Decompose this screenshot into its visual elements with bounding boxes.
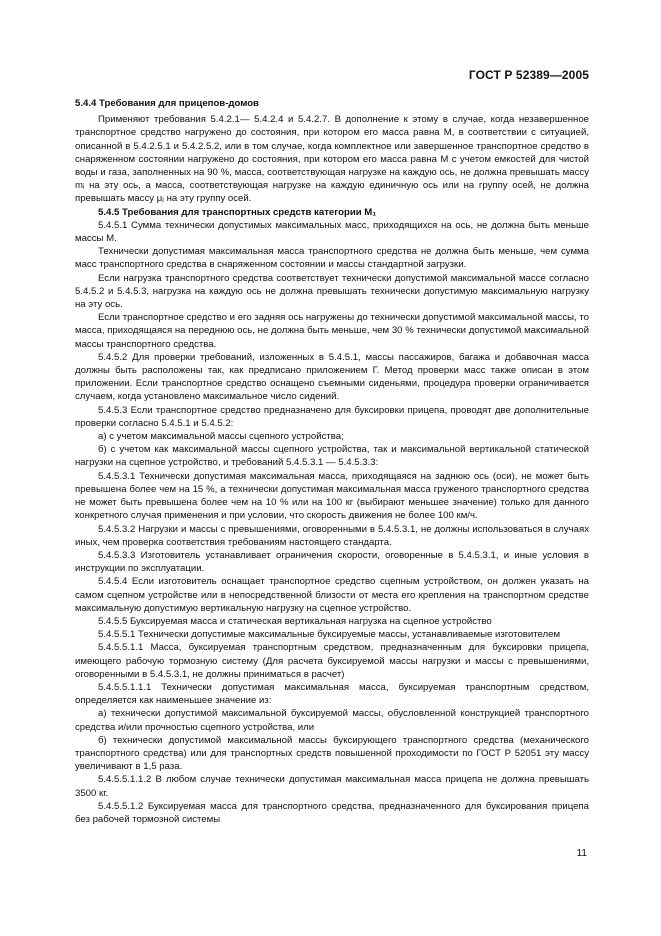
paragraph: 5.4.5.5 Буксируемая масса и статическая вертикальная нагрузка на сцепное устройство (98, 615, 492, 627)
page-number: 11 (576, 848, 587, 859)
section-heading-5-4-5: 5.4.5 Требования для транспортных средств категории M₁ (98, 206, 377, 218)
paragraph: 5.4.5.5.1.1.1 Технически допустимая максимальная масса, буксируемая транспортным средством, определяется как наименьшее значение из: (75, 681, 589, 707)
paragraph: 5.4.5.5.1.1 Масса, буксируемая транспортным средством, предназначенным для буксировки прицепа, имеющего рабочую тормозную систему (Для расчета буксируемой массы нагрузки и массы с превышениями, оговоренными в 5.4.5.3.1, не должны приниматься в расчет) (75, 642, 589, 680)
paragraph: 5.4.5.3 Если транспортное средство предназначено для буксировки прицепа, проводят две дополнительные проверки согласно 5.4.5.1 и 5.4.5.2: (75, 404, 589, 429)
paragraph: 5.4.5.5.1.2 Буксируемая масса для транспортного средства, предназначенного для буксирования прицепа без рабочей тормозной системы (75, 800, 589, 825)
list-item: б) с учетом как максимальной массы сцепного устройства, так и максимальной вертикальной статической нагрузки на сцепное устройство, и требований 5.4.5.3.1 — 5.4.5.3.3: (75, 444, 589, 469)
paragraph: 5.4.5.3.2 Нагрузки и массы с превышениями, оговоренными в 5.4.5.3.1, не должны использоваться в случаях иных, чем проверка соответствия требованиям настоящего стандарта. (75, 523, 589, 548)
paragraph: 5.4.5.5.1.1.2 В любом случае технически допустимая максимальная масса прицепа не должна превышать 3500 кг. (75, 774, 589, 799)
paragraph: 5.4.5.3.1 Технически допустимая максимальная масса, приходящаяся на заднюю ось (оси), не может быть превышена более чем на 15 %, а технически допустимая максимальная масса груженого транспортного средства не может быть превышена более чем на 10 % или на 100 кг (выбирают меньшее значение) только для данного конкретного случая применения и при условии, что скорость движения не более 100 км/ч. (75, 470, 589, 522)
document-body (75, 97, 589, 826)
list-item: а) технически допустимой максимальной буксируемой массы, обусловленной конструкцией транспортного средства и/или прочностью сцепного устройства, или (75, 708, 589, 733)
paragraph: Если нагрузка транспортного средства соответствует технически допустимой максимальной массе согласно 5.4.5.2 и 5.4.5.3, нагрузка на каждую ось не должна превышать технически допустимую максимальную нагрузку на эту ось. (75, 272, 589, 311)
paragraph: 5.4.5.5.1 Технически допустимые максимальные буксируемые массы, устанавливаемые изготовителем (98, 629, 561, 641)
list-item: б) технически допустимой максимальной массы буксирующего транспортного средства (механического транспортного средства) или для транспортных средств повышенной проходимости по ГОСТ Р 52051 эту массу увеличивают в 1,5 раза. (75, 734, 589, 773)
paragraph: 5.4.5.2 Для проверки требований, изложенных в 5.4.5.1, массы пассажиров, багажа и добавочная масса должны быть расположены так, как предписано приложением Г. Метод проверки масс также описан в этом приложении. Если транспортное средство оснащено съемными сиденьями, процедура проверки ограничивается случаем, когда установлено максимальное число сидений. (75, 351, 589, 403)
paragraph: Технически допустимая максимальная масса транспортного средства не должна быть меньше, чем сумма масс транспортного средства в снаряженном состоянии и массы стандартной загрузки. (75, 246, 589, 271)
list-item: а) с учетом максимальной массы сцепного устройства; (98, 431, 344, 443)
paragraph: Если транспортное средство и его задняя ось нагружены до технически допустимой максимальной массы, то масса, приходящаяся на переднюю ось, не должна быть меньше, чем 30 % технически допустимой максимальной массы транспортного средства. (75, 312, 589, 350)
paragraph: 5.4.5.3.3 Изготовитель устанавливает ограничения скорости, оговоренные в 5.4.5.3.1, и иные условия в инструкции по эксплуатации. (75, 549, 589, 575)
paragraph: Применяют требования 5.4.2.1— 5.4.2.4 и 5.4.2.7. В дополнение к этому в случае, когда незавершенное транспортное средство нагружено до состояния, при котором его масса равна M, в соответствии с ситуацией, описанной в 5.4.2.5.1 и 5.4.2.5.2, или в том случае, когда комплектное или завершенное транспортное средство в снаряженном состоянии нагружено до состояния, при котором его масса равна M с учетом емкостей для чистой воды и газа, заполненных на 90 %, масса, соответствующая нагрузке на каждую ось, не должна превышать массу mᵢ на эту ось, а масса, соответствующая нагрузке на каждую единичную ось или на группу осей, не должна превышать массу μⱼ на эту группу осей. (75, 114, 589, 205)
paragraph: 5.4.5.1 Сумма технически допустимых максимальных масс, приходящихся на ось, не должна быть меньше массы M. (75, 219, 589, 245)
standard-designation: ГОСТ Р 52389—2005 (468, 68, 589, 82)
section-heading-5-4-4: 5.4.4 Требования для прицепов-домов (75, 98, 259, 109)
paragraph: 5.4.5.4 Если изготовитель оснащает транспортное средство сцепным устройством, он должен указать на самом сцепном устройстве или в непосредственной близости от места его крепления на транспортном средстве максимальную допустимую вертикальную нагрузку на сцепное устройство. (75, 576, 589, 614)
